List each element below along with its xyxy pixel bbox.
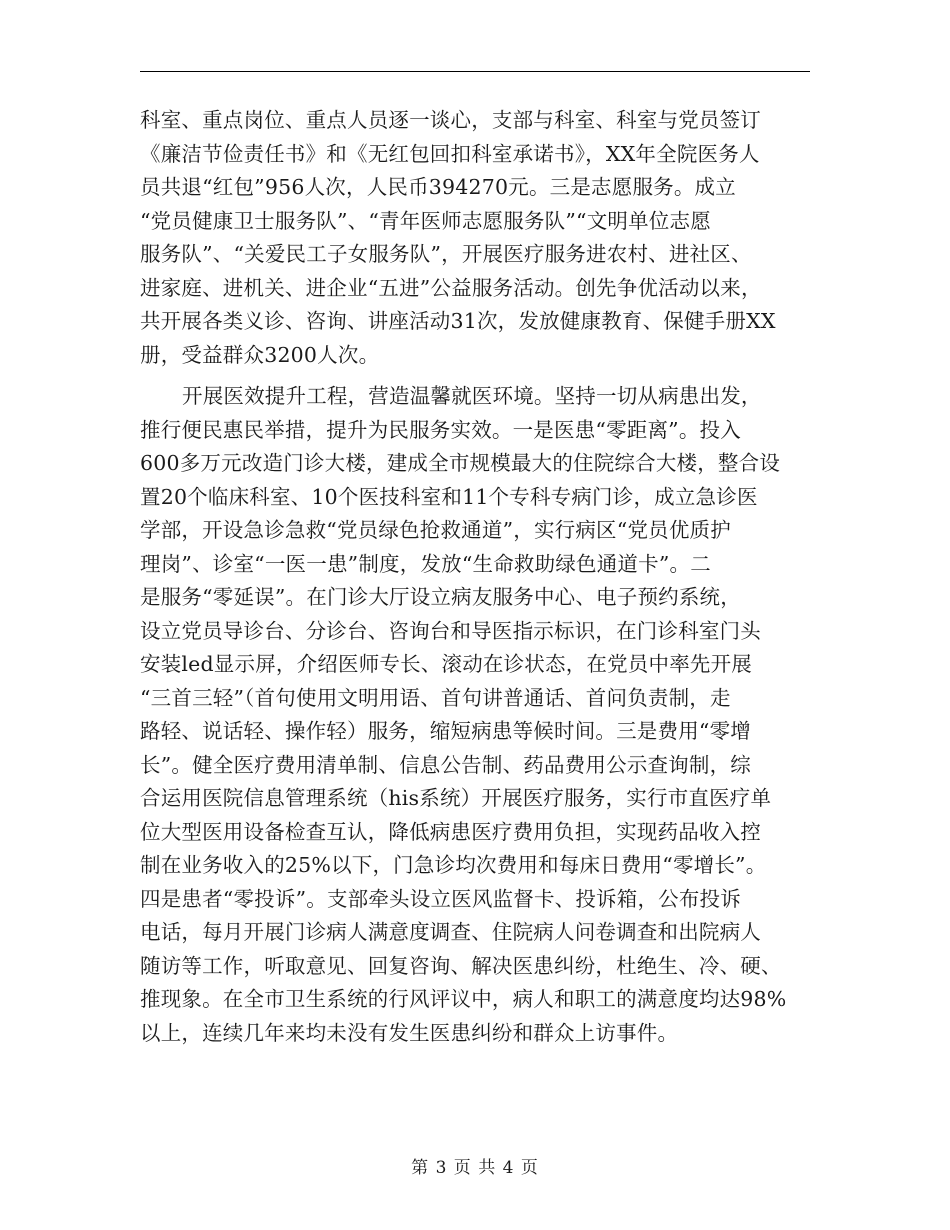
text-line: 理岗”、诊室“一医一患”制度，发放“生命救助绿色通道卡”。二 bbox=[140, 551, 711, 576]
text-line: 员共退“红包”956人次，人民币394270元。三是志愿服务。成立 bbox=[140, 175, 736, 199]
paragraph-spacer bbox=[140, 372, 812, 380]
text-line: “党员健康卫士服务队”、“青年医师志愿服务队”“文明单位志愿 bbox=[140, 208, 711, 233]
text-line: 学部，开设急诊急救“党员绿色抢救通道”，实行病区“党员优质护 bbox=[140, 518, 731, 542]
text-line: 安装led显示屏，介绍医师专长、滚动在诊状态，在党员中率先开展 bbox=[140, 652, 753, 676]
text-line: 路轻、说话轻、操作轻）服务，缩短病患等候时间。三是费用“零增 bbox=[140, 719, 751, 743]
text-line: 科室、重点岗位、重点人员逐一谈心，支部与科室、科室与党员签订 bbox=[140, 108, 761, 132]
text-line: 制在业务收入的25%以下，门急诊均次费用和每床日费用“零增长”。 bbox=[140, 853, 767, 877]
text-line: 600多万元改造门诊大楼，建成全市规模最大的住院综合大楼，整合设 bbox=[140, 451, 781, 475]
text-line: 位大型医用设备检查互认，降低病患医疗费用负担，实现药品收入控 bbox=[140, 819, 761, 844]
text-line: 置20个临床科室、10个医技科室和11个专科专病门诊，成立急诊医 bbox=[140, 484, 758, 509]
text-line: 以上，连续几年来均未没有发生医患纠纷和群众上访事件。 bbox=[140, 1020, 679, 1045]
text-line: 共开展各类义诊、咨询、讲座活动31次，发放健康教育、保健手册XX bbox=[140, 309, 776, 333]
page-number-footer: 第 3 页 共 4 页 bbox=[411, 1158, 539, 1178]
text-line: 电话，每月开展门诊病人满意度调查、住院病人问卷调查和出院病人 bbox=[140, 920, 761, 944]
text-line: 进家庭、进机关、进企业“五进”公益服务活动。创先争优活动以来， bbox=[140, 275, 762, 300]
text-line: 随访等工作，听取意见、回复咨询、解决医患纠纷，杜绝生、冷、硬、 bbox=[140, 953, 782, 978]
header-rule bbox=[140, 71, 810, 72]
text-line: 四是患者“零投诉”。支部牵头设立医风监督卡、投诉箱，公布投诉 bbox=[140, 886, 741, 911]
text-line: 推行便民惠民举措，提升为民服务实效。一是医患“零距离”。投入 bbox=[140, 417, 741, 442]
text-line: 服务队”、“关爱民工子女服务队”，开展医疗服务进农村、进社区、 bbox=[140, 242, 752, 266]
text-line: 推现象。在全市卫生系统的行风评议中，病人和职工的满意度均达98% bbox=[140, 987, 787, 1011]
text-line: 开展医效提升工程，营造温馨就医环境。坚持一切从病患出发， bbox=[182, 384, 762, 408]
text-line: 册，受益群众3200人次。 bbox=[140, 342, 380, 367]
text-line: 是服务“零延误”。在门诊大厅设立病友服务中心、电子预约系统， bbox=[140, 585, 741, 609]
text-line: 合运用医院信息管理系统（his系统）开展医疗服务，实行市直医疗单 bbox=[140, 786, 772, 810]
text-line: 长”。健全医疗费用清单制、信息公告制、药品费用公示查询制，综 bbox=[140, 752, 751, 777]
paragraph-2 bbox=[140, 380, 812, 1050]
text-line: 《廉洁节俭责任书》和《无红包回扣科室承诺书》，XX年全院医务人 bbox=[140, 141, 760, 166]
text-line: “三首三轻”（首句使用文明用语、首句讲普通话、首问负责制，走 bbox=[140, 685, 731, 710]
text-line: 设立党员导诊台、分诊台、咨询台和导医指示标识，在门诊科室门头 bbox=[140, 618, 761, 643]
document-body bbox=[140, 104, 812, 1050]
paragraph-1 bbox=[140, 104, 812, 372]
